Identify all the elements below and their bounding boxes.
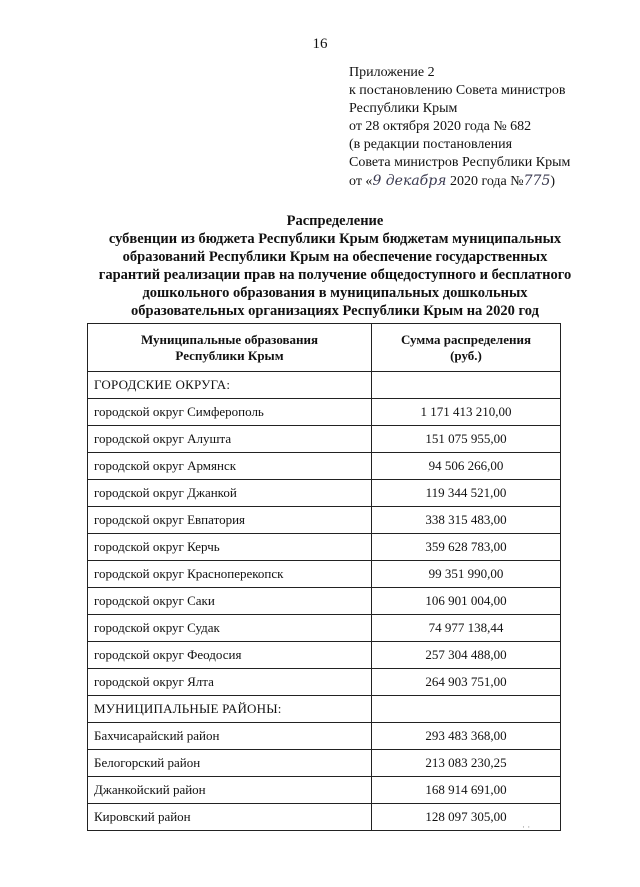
annex-date-prefix: от «	[349, 174, 373, 189]
table-row	[88, 399, 561, 426]
table-row	[88, 588, 561, 615]
amount-value: 257 304 488,00	[372, 642, 561, 669]
annex-date-suffix: )	[550, 174, 556, 189]
municipality-name: городской округ Джанкой	[88, 480, 372, 507]
table-row	[88, 480, 561, 507]
column-header-amount: Сумма распределения (руб.)	[372, 324, 561, 372]
section-title: МУНИЦИПАЛЬНЫЕ РАЙОНЫ:	[88, 696, 372, 723]
table-row	[88, 804, 561, 831]
municipality-name: городской округ Алушта	[88, 426, 372, 453]
municipality-name: Кировский район	[88, 804, 372, 831]
title-line: гарантий реализации прав на получение общедоступного и бесплатного	[98, 267, 572, 283]
municipality-name: городской округ Саки	[88, 588, 372, 615]
municipality-name: Белогорский район	[88, 750, 372, 777]
amount-value: 213 083 230,25	[372, 750, 561, 777]
amount-value: 119 344 521,00	[372, 480, 561, 507]
amount-value: 1 171 413 210,00	[372, 399, 561, 426]
page-number: 16	[312, 36, 328, 52]
amount-value: 99 351 990,00	[372, 561, 561, 588]
amount-value: 106 901 004,00	[372, 588, 561, 615]
amount-value: 338 315 483,00	[372, 507, 561, 534]
amount-value: 94 506 266,00	[372, 453, 561, 480]
table-row	[88, 750, 561, 777]
title-line: образований Республики Крым на обеспечение государственных	[122, 249, 548, 265]
table-row	[88, 507, 561, 534]
table-row	[88, 534, 561, 561]
municipality-name: городской округ Ялта	[88, 669, 372, 696]
table-row	[88, 777, 561, 804]
amount-value: 74 977 138,44	[372, 615, 561, 642]
annex-date-middle: 2020 года №	[446, 174, 524, 189]
scan-mark: · ·	[522, 822, 531, 832]
column-header-municipality: Муниципальные образования Республики Крым	[88, 324, 372, 372]
municipality-name: городской округ Красноперекопск	[88, 561, 372, 588]
table-header-row	[88, 324, 561, 372]
municipality-name: городской округ Евпатория	[88, 507, 372, 534]
title-line: образовательных организациях Республики Крым на 2020 год	[131, 303, 539, 319]
title-line: Распределение	[286, 213, 384, 229]
municipality-name: городской округ Феодосия	[88, 642, 372, 669]
section-row	[88, 372, 561, 399]
municipality-name: городской округ Симферополь	[88, 399, 372, 426]
annex-line: Совета министров Республики Крым	[349, 155, 571, 170]
municipality-name: городской округ Армянск	[88, 453, 372, 480]
table-body	[88, 372, 561, 831]
annex-line: Приложение 2	[349, 65, 435, 80]
title-line: субвенции из бюджета Республики Крым бюджетам муниципальных	[108, 231, 562, 247]
annex-date-line	[349, 172, 570, 191]
section-row	[88, 696, 561, 723]
section-title: ГОРОДСКИЕ ОКРУГА:	[88, 372, 372, 399]
amount-value: 264 903 751,00	[372, 669, 561, 696]
municipality-name: городской округ Керчь	[88, 534, 372, 561]
title-line: дошкольного образования в муниципальных дошкольных	[142, 285, 528, 301]
handwritten-date: 9 декабря	[372, 173, 447, 189]
section-empty-cell	[372, 696, 561, 723]
annex-line: Республики Крым	[349, 101, 458, 116]
table-row	[88, 669, 561, 696]
municipality-name: Джанкойский район	[88, 777, 372, 804]
annex-line: от 28 октября 2020 года № 682	[349, 119, 532, 134]
amount-value: 168 914 691,00	[372, 777, 561, 804]
document-title	[70, 212, 600, 320]
amount-value: 151 075 955,00	[372, 426, 561, 453]
annex-line: (в редакции постановления	[349, 137, 513, 152]
table-row	[88, 453, 561, 480]
annex-header	[349, 64, 570, 191]
amount-value: 293 483 368,00	[372, 723, 561, 750]
amount-value: 128 097 305,00	[372, 804, 561, 831]
handwritten-number: 775	[523, 173, 551, 189]
annex-line: к постановлению Совета министров	[349, 83, 566, 98]
amount-value: 359 628 783,00	[372, 534, 561, 561]
distribution-table	[87, 323, 561, 831]
table-row	[88, 723, 561, 750]
section-empty-cell	[372, 372, 561, 399]
table-row	[88, 615, 561, 642]
municipality-name: Бахчисарайский район	[88, 723, 372, 750]
municipality-name: городской округ Судак	[88, 615, 372, 642]
table-row	[88, 426, 561, 453]
table-row	[88, 642, 561, 669]
table-row	[88, 561, 561, 588]
